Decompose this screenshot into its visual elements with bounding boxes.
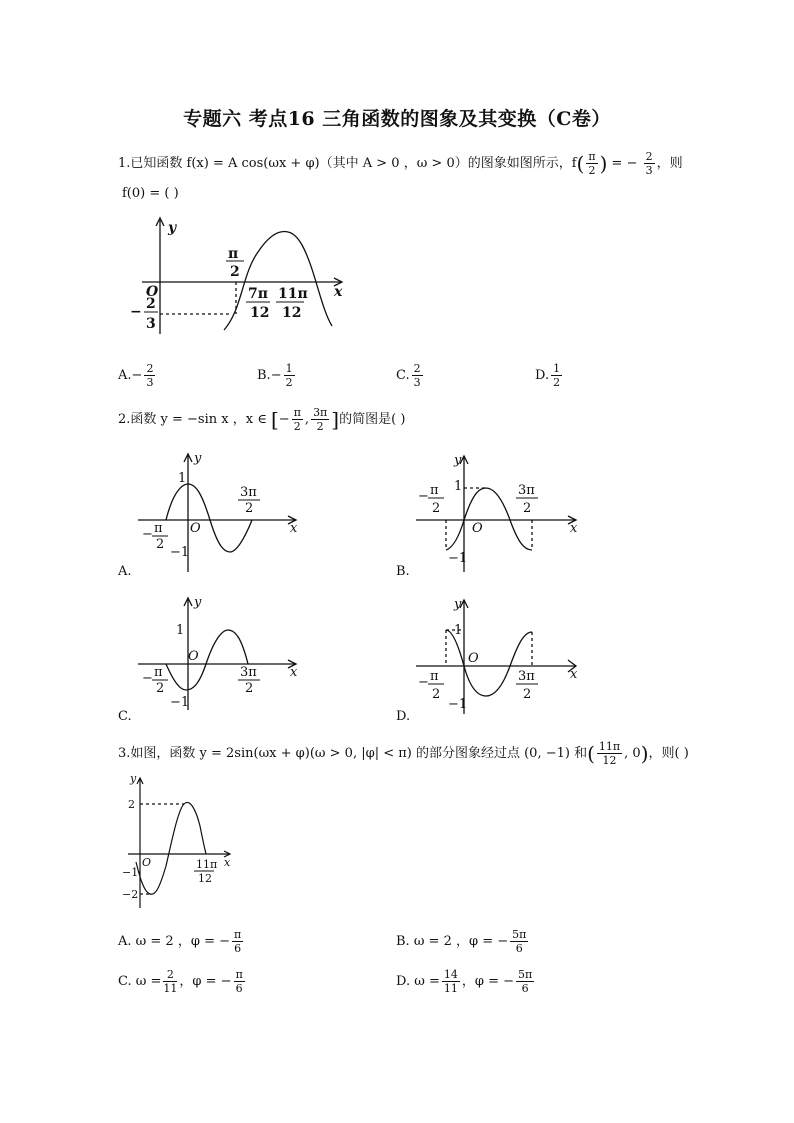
svg-text:π: π bbox=[154, 521, 163, 536]
svg-text:3π: 3π bbox=[518, 669, 535, 684]
svg-text:2: 2 bbox=[432, 687, 441, 702]
svg-text:2: 2 bbox=[432, 501, 441, 516]
svg-text:y: y bbox=[194, 451, 202, 466]
svg-text:2: 2 bbox=[128, 798, 135, 811]
svg-text:3π: 3π bbox=[518, 483, 535, 498]
svg-text:−1: −1 bbox=[448, 697, 468, 712]
q3-option-c[interactable]: C. ω = $\frac{2}{11}$ ，φ = − $\frac{\pi}{6}$ bbox=[118, 968, 243, 995]
svg-text:−1: −1 bbox=[170, 695, 190, 710]
q1-option-c[interactable]: C. $\frac{2}{3}$ bbox=[396, 362, 421, 389]
q1-y-label: y bbox=[168, 220, 177, 236]
q2-option-a-label[interactable]: A. bbox=[118, 564, 132, 579]
svg-text:π: π bbox=[154, 665, 163, 680]
svg-text:−: − bbox=[142, 527, 153, 542]
svg-text:π: π bbox=[430, 483, 439, 498]
q1-curve bbox=[224, 232, 332, 330]
question-1-text: 1.已知函数 f(x) = A cos(ωx + φ)（其中 A > 0 ，ω > 0）的图象如图所示，f( $\frac{\pi}{2}$ ) = − $\frac{2}{3}$ ，则 bbox=[118, 150, 683, 177]
q2-option-b-label[interactable]: B. bbox=[396, 564, 410, 579]
q1-pi-den: 2 bbox=[230, 264, 240, 280]
svg-text:x: x bbox=[224, 856, 231, 869]
svg-text:−: − bbox=[418, 675, 429, 690]
svg-text:O: O bbox=[468, 651, 479, 666]
svg-text:O: O bbox=[188, 649, 199, 664]
q1-origin: O bbox=[146, 284, 159, 300]
svg-text:11π: 11π bbox=[196, 858, 218, 871]
svg-text:1: 1 bbox=[454, 479, 463, 494]
q3-graph bbox=[118, 770, 238, 910]
svg-text:x: x bbox=[290, 521, 298, 536]
q1-neg-num: 2 bbox=[146, 296, 156, 312]
svg-text:−: − bbox=[418, 489, 429, 504]
q3-option-b[interactable]: B. ω = 2 ，φ = − $\frac{5\pi}{6}$ bbox=[396, 928, 527, 955]
q2-graph-b[interactable] bbox=[414, 450, 584, 576]
svg-text:3π: 3π bbox=[240, 665, 257, 680]
question-3-text: 3.如图，函数 y = 2sin(ωx + φ)(ω > 0, |φ| < π) 的部分图象经过点 (0, −1) 和( $\frac{11\pi}{12}$ , 0)，则( ) bbox=[118, 740, 689, 767]
svg-text:O: O bbox=[190, 521, 201, 536]
q1-stem-c: ，则 bbox=[656, 156, 683, 171]
svg-text:x: x bbox=[570, 521, 578, 536]
q1-answer-blank: f(0) = ( ) bbox=[122, 186, 179, 201]
svg-text:1: 1 bbox=[454, 623, 463, 638]
svg-text:1: 1 bbox=[178, 471, 187, 486]
svg-text:y: y bbox=[454, 453, 462, 468]
page-title: 专题六 考点16 三角函数的图象及其变换（C卷） bbox=[183, 108, 611, 130]
q3-option-a[interactable]: A. ω = 2 ，φ = − $\frac{\pi}{6}$ bbox=[118, 928, 242, 955]
svg-text:1: 1 bbox=[176, 623, 185, 638]
q1-neg-den: 3 bbox=[146, 316, 156, 332]
q1-stem-b: = − bbox=[611, 156, 638, 171]
q3-stem-a: 3.如图，函数 y = 2sin(ωx + φ)(ω > 0, |φ| < π) 的部分图象经过点 (0, −1) 和 bbox=[118, 746, 588, 761]
q1-7pi-den: 12 bbox=[250, 305, 270, 321]
q1-pi-num: π bbox=[228, 246, 239, 262]
q2-stem-b: 的简图是( ) bbox=[339, 412, 406, 427]
svg-text:O: O bbox=[472, 521, 483, 536]
svg-text:π: π bbox=[430, 669, 439, 684]
q2-graph-a[interactable] bbox=[136, 448, 306, 576]
svg-text:O: O bbox=[142, 856, 152, 869]
svg-text:2: 2 bbox=[156, 537, 165, 552]
q2-graph-c[interactable] bbox=[136, 592, 306, 716]
q1-x-label: x bbox=[334, 284, 343, 300]
q1-7pi-num: 7π bbox=[248, 286, 268, 302]
q2-option-d-label[interactable]: D. bbox=[396, 709, 411, 724]
q1-option-a[interactable]: A.− $\frac{2}{3}$ bbox=[118, 362, 154, 389]
svg-text:3π: 3π bbox=[240, 485, 257, 500]
q1-value-fraction: $\frac{2}{3}$ bbox=[645, 150, 653, 177]
q1-neg: − bbox=[130, 304, 142, 320]
q2-graph-d[interactable] bbox=[414, 594, 584, 718]
svg-text:y: y bbox=[130, 772, 137, 785]
svg-text:y: y bbox=[454, 597, 462, 612]
q2-option-c-label[interactable]: C. bbox=[118, 709, 132, 724]
svg-text:−: − bbox=[142, 671, 153, 686]
svg-text:x: x bbox=[290, 665, 298, 680]
svg-text:2: 2 bbox=[156, 681, 165, 696]
q3-stem-c: ，则( ) bbox=[648, 746, 689, 761]
q1-graph bbox=[120, 212, 360, 338]
q1-11pi-num: 11π bbox=[278, 286, 308, 302]
svg-text:−1: −1 bbox=[122, 866, 139, 879]
svg-text:2: 2 bbox=[245, 681, 254, 696]
svg-text:x: x bbox=[570, 667, 578, 682]
question-2-text: 2.函数 y = −sin x ，x ∈ [− $\frac{\pi}{2}$ , $\frac{3\pi}{2}$ ]的简图是( ) bbox=[118, 406, 406, 433]
svg-text:−2: −2 bbox=[122, 888, 139, 901]
q1-arg-fraction: $\frac{\pi}{2}$ bbox=[588, 150, 596, 177]
q2-stem-a: 2.函数 y = −sin x ，x ∈ bbox=[118, 412, 267, 427]
svg-text:−1: −1 bbox=[170, 545, 190, 560]
q1-stem-a: 1.已知函数 f(x) = A cos(ωx + φ)（其中 A > 0 ，ω > 0）的图象如图所示，f bbox=[118, 156, 577, 171]
q1-option-d[interactable]: D. $\frac{1}{2}$ bbox=[535, 362, 561, 389]
svg-text:−1: −1 bbox=[448, 551, 468, 566]
svg-text:2: 2 bbox=[245, 501, 254, 516]
q1-11pi-den: 12 bbox=[282, 305, 302, 321]
q1-option-b[interactable]: B.− $\frac{1}{2}$ bbox=[257, 362, 293, 389]
svg-text:2: 2 bbox=[523, 687, 532, 702]
svg-text:y: y bbox=[194, 595, 202, 610]
q3-option-d[interactable]: D. ω = $\frac{14}{11}$ ，φ = − $\frac{5\pi}{6}$ bbox=[396, 968, 533, 995]
svg-text:12: 12 bbox=[198, 872, 212, 885]
svg-text:2: 2 bbox=[523, 501, 532, 516]
